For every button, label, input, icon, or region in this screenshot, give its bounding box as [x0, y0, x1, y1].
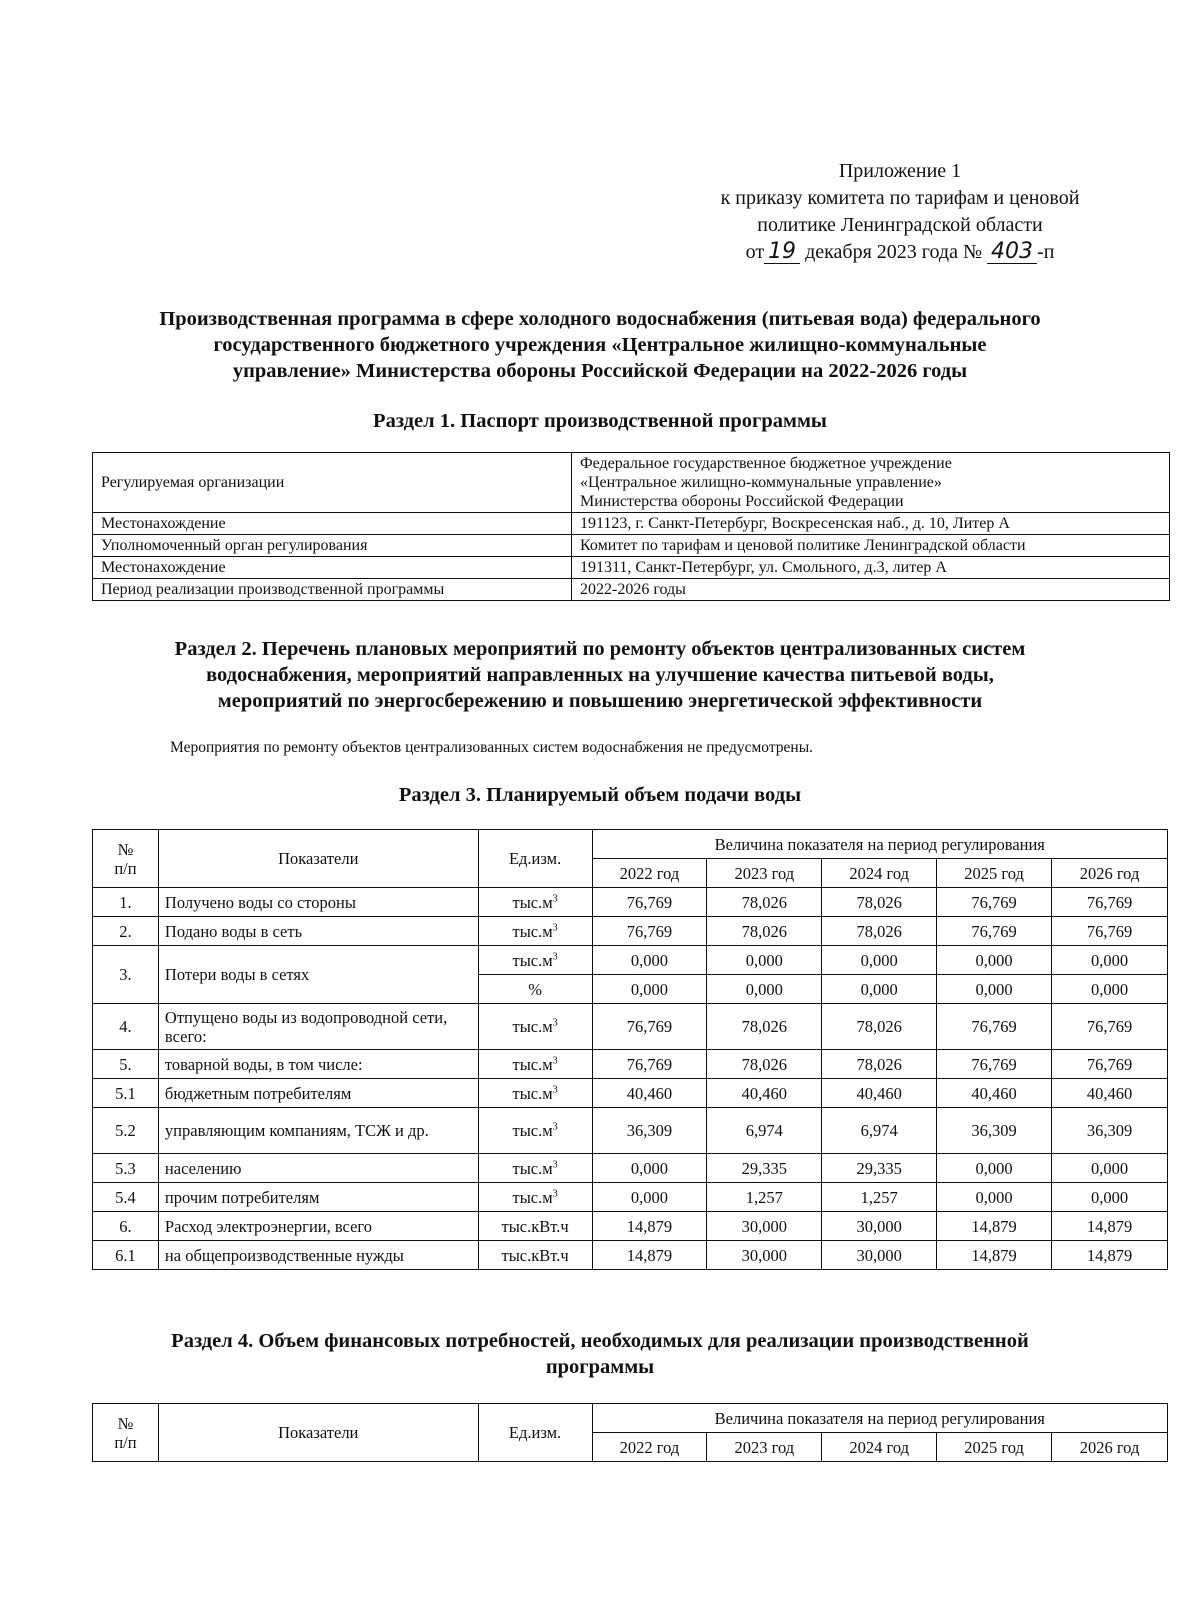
row-name: населению: [158, 1154, 478, 1183]
row-name: бюджетным потребителям: [158, 1079, 478, 1108]
table-row: [93, 946, 1168, 975]
row-value: 0,000: [1052, 1154, 1168, 1183]
row-value: 76,769: [937, 917, 1052, 946]
row-value: 36,309: [1052, 1108, 1168, 1154]
passport-row: [93, 557, 1170, 579]
row-value: 0,000: [937, 1154, 1052, 1183]
row-value: 0,000: [707, 946, 822, 975]
row-unit-percent: %: [478, 975, 592, 1004]
row-unit: [478, 1004, 592, 1050]
year-header: 2026 год: [1052, 1433, 1168, 1462]
row-num: 5.4: [93, 1183, 159, 1212]
row-value: 78,026: [707, 888, 822, 917]
financial-needs-table: [92, 1403, 1168, 1462]
row-unit: [478, 917, 592, 946]
row-value: 6,974: [707, 1108, 822, 1154]
col-indicator-header: Показатели: [158, 1404, 478, 1462]
passport-value: 2022-2026 годы: [572, 579, 1170, 601]
row-value: 29,335: [707, 1154, 822, 1183]
unit-text: тыс.м: [512, 1054, 553, 1074]
org-name-line3: Министерства обороны Российской Федерации: [580, 493, 904, 510]
row-num: 5.: [93, 1050, 159, 1079]
unit-power: 3: [552, 1055, 558, 1066]
col-unit-header: Ед.изм.: [478, 830, 592, 888]
section3-heading: Раздел 3. Планируемый объем подачи воды: [398, 784, 802, 806]
row-value: 1,257: [822, 1183, 937, 1212]
passport-value: 191123, г. Санкт-Петербург, Воскресенская наб., д. 10, Литер А: [572, 513, 1170, 535]
row-name: Подано воды в сеть: [158, 917, 478, 946]
annex-date-line: [680, 239, 1120, 266]
row-unit: [478, 946, 592, 975]
handwritten-day: 19: [764, 241, 800, 264]
num-header-line2: п/п: [114, 858, 137, 878]
title-line2: государственного бюджетного учреждения «Центральное жилищно-коммунальные: [213, 334, 987, 356]
row-value: 78,026: [707, 1050, 822, 1079]
row-unit: [478, 1108, 592, 1154]
row-unit: [478, 1154, 592, 1183]
section1-heading: Раздел 1. Паспорт производственной программы: [373, 410, 827, 432]
row-name: Получено воды со стороны: [158, 888, 478, 917]
table-row: [93, 1108, 1168, 1154]
row-unit-kwh: тыс.кВт.ч: [478, 1212, 592, 1241]
row-name: на общепроизводственные нужды: [158, 1241, 478, 1270]
row-value: 40,460: [1052, 1079, 1168, 1108]
water-volume-table: [92, 829, 1168, 1270]
section4-heading-line2: программы: [545, 1356, 655, 1378]
unit-power: 3: [552, 893, 558, 904]
row-num: 6.1: [93, 1241, 159, 1270]
row-value: 0,000: [937, 975, 1052, 1004]
unit-power: 3: [552, 1188, 558, 1199]
title-line3: управление» Министерства обороны Российской Федерации на 2022-2026 годы: [232, 360, 968, 382]
row-value: 29,335: [822, 1154, 937, 1183]
row-value: 0,000: [592, 1154, 707, 1183]
passport-label: Регулируемая организации: [93, 453, 572, 513]
unit-text: тыс.м: [512, 1158, 553, 1178]
row-value: 40,460: [707, 1079, 822, 1108]
row-unit: [478, 1079, 592, 1108]
document-title: [100, 306, 1100, 384]
row-value: 0,000: [937, 946, 1052, 975]
date-prefix: от: [745, 241, 765, 263]
table-row: [93, 1079, 1168, 1108]
passport-label: Уполномоченный орган регулирования: [93, 535, 572, 557]
row-value: 1,257: [707, 1183, 822, 1212]
unit-text: тыс.м: [512, 1187, 553, 1207]
passport-label: Местонахождение: [93, 557, 572, 579]
row-value: 76,769: [1052, 1050, 1168, 1079]
passport-table: [92, 452, 1170, 601]
row-value: 78,026: [707, 917, 822, 946]
row-value: 78,026: [822, 917, 937, 946]
year-header: 2022 год: [592, 1433, 707, 1462]
year-header: 2025 год: [937, 859, 1052, 888]
unit-text: тыс.м: [512, 1121, 553, 1140]
row-num: 5.1: [93, 1079, 159, 1108]
row-value: 0,000: [1052, 1183, 1168, 1212]
row-value: 14,879: [1052, 1212, 1168, 1241]
row-value: 40,460: [937, 1079, 1052, 1108]
passport-value: Комитет по тарифам и ценовой политике Ленинградской области: [572, 535, 1170, 557]
passport-label: Период реализации производственной программы: [93, 579, 572, 601]
section4-heading: [100, 1328, 1100, 1380]
num-header-line2: п/п: [114, 1432, 137, 1452]
table-row: [93, 1212, 1168, 1241]
unit-text: тыс.м: [512, 1017, 553, 1036]
row-value: 30,000: [822, 1241, 937, 1270]
passport-row: [93, 453, 1170, 513]
row-value: 0,000: [1052, 946, 1168, 975]
section2-heading: [100, 636, 1100, 714]
row-value: 76,769: [592, 888, 707, 917]
row-value: 78,026: [822, 1050, 937, 1079]
annex-line1: Приложение 1: [838, 160, 962, 182]
year-header: 2026 год: [1052, 859, 1168, 888]
passport-row: [93, 513, 1170, 535]
title-line1: Производственная программа в сфере холодного водоснабжения (питьевая вода) федерального: [159, 308, 1041, 330]
row-num: 2.: [93, 917, 159, 946]
order-suffix: -п: [1037, 241, 1055, 263]
section2-heading-line3: мероприятий по энергосбережению и повышению энергетической эффективности: [217, 690, 983, 712]
col-indicator-header: Показатели: [158, 830, 478, 888]
row-value: 76,769: [1052, 917, 1168, 946]
unit-text: тыс.м: [512, 921, 553, 941]
col-num-header: [93, 830, 159, 888]
year-header: 2023 год: [707, 859, 822, 888]
row-unit: [478, 888, 592, 917]
table-row: [93, 1241, 1168, 1270]
row-value: 0,000: [1052, 975, 1168, 1004]
row-value: 36,309: [937, 1108, 1052, 1154]
table-row: [93, 917, 1168, 946]
row-num: 4.: [93, 1004, 159, 1050]
year-header: 2023 год: [707, 1433, 822, 1462]
section2-note: Мероприятия по ремонту объектов централизованных систем водоснабжения не предусмотрены.: [170, 739, 813, 756]
year-header: 2024 год: [822, 859, 937, 888]
unit-power: 3: [552, 951, 558, 962]
row-value: 76,769: [592, 917, 707, 946]
col-period-header: Величина показателя на период регулирования: [592, 830, 1167, 859]
row-value: 76,769: [592, 1050, 707, 1079]
unit-power: 3: [552, 1159, 558, 1170]
row-value: 76,769: [937, 888, 1052, 917]
section2-heading-line2: водоснабжения, мероприятий направленных на улучшение качества питьевой воды,: [206, 664, 994, 686]
row-value: 76,769: [592, 1004, 707, 1050]
table-row: [93, 1004, 1168, 1050]
row-name: прочим потребителям: [158, 1183, 478, 1212]
row-value: 0,000: [822, 946, 937, 975]
row-value: 0,000: [592, 1183, 707, 1212]
table-row: [93, 1183, 1168, 1212]
row-name: управляющим компаниям, ТСЖ и др.: [158, 1108, 478, 1154]
col-unit-header: Ед.изм.: [478, 1404, 592, 1462]
row-value: 78,026: [822, 1004, 937, 1050]
row-value: 0,000: [592, 946, 707, 975]
row-value: 0,000: [707, 975, 822, 1004]
year-header: 2024 год: [822, 1433, 937, 1462]
col-period-header: Величина показателя на период регулирования: [592, 1404, 1168, 1433]
table-row: [93, 1050, 1168, 1079]
row-value: 40,460: [592, 1079, 707, 1108]
handwritten-order-number: 403: [987, 241, 1037, 264]
row-value: 30,000: [707, 1241, 822, 1270]
row-value: 14,879: [592, 1212, 707, 1241]
row-name: товарной воды, в том числе:: [158, 1050, 478, 1079]
row-name: Потери воды в сетях: [158, 946, 478, 1004]
table-header-row: [93, 1404, 1168, 1433]
table-header-row: [93, 830, 1168, 859]
section4-heading-line1: Раздел 4. Объем финансовых потребностей, необходимых для реализации производственной: [171, 1330, 1029, 1352]
unit-power: 3: [552, 1017, 558, 1029]
row-name: Расход электроэнергии, всего: [158, 1212, 478, 1241]
unit-text: тыс.м: [512, 892, 553, 912]
row-value: 14,879: [937, 1212, 1052, 1241]
col-num-header: [93, 1404, 159, 1462]
annex-block: [680, 158, 1120, 266]
row-value: 0,000: [822, 975, 937, 1004]
annex-line2: к приказу комитета по тарифам и ценовой: [720, 187, 1080, 209]
passport-value: [572, 453, 1170, 513]
annex-line3: политике Ленинградской области: [757, 214, 1043, 236]
section2-heading-line1: Раздел 2. Перечень плановых мероприятий по ремонту объектов централизованных систем: [174, 638, 1026, 660]
passport-row: [93, 535, 1170, 557]
passport-value: 191311, Санкт-Петербург, ул. Смольного, д.3, литер А: [572, 557, 1170, 579]
org-name-line2: «Центральное жилищно-коммунальные управление»: [580, 474, 942, 491]
row-unit-kwh: тыс.кВт.ч: [478, 1241, 592, 1270]
unit-power: 3: [552, 922, 558, 933]
row-value: 36,309: [592, 1108, 707, 1154]
row-unit: [478, 1050, 592, 1079]
passport-label: Местонахождение: [93, 513, 572, 535]
unit-power: 3: [552, 1084, 558, 1095]
row-num: 1.: [93, 888, 159, 917]
row-value: 76,769: [937, 1050, 1052, 1079]
year-header: 2022 год: [592, 859, 707, 888]
row-value: 0,000: [592, 975, 707, 1004]
date-middle: декабря 2023 года №: [805, 241, 983, 263]
row-value: 14,879: [592, 1241, 707, 1270]
row-unit: [478, 1183, 592, 1212]
row-value: 78,026: [822, 888, 937, 917]
row-value: 76,769: [1052, 1004, 1168, 1050]
row-name: Отпущено воды из водопроводной сети, всего:: [158, 1004, 478, 1050]
row-value: 78,026: [707, 1004, 822, 1050]
row-value: 76,769: [1052, 888, 1168, 917]
row-value: 0,000: [937, 1183, 1052, 1212]
row-value: 30,000: [822, 1212, 937, 1241]
passport-row: [93, 579, 1170, 601]
row-num: 5.2: [93, 1108, 159, 1154]
row-value: 40,460: [822, 1079, 937, 1108]
table-row: [93, 888, 1168, 917]
num-header-line1: №: [117, 839, 134, 859]
row-value: 30,000: [707, 1212, 822, 1241]
row-num: 6.: [93, 1212, 159, 1241]
row-num: 3.: [93, 946, 159, 1004]
num-header-line1: №: [117, 1413, 134, 1433]
row-value: 76,769: [937, 1004, 1052, 1050]
table-row: [93, 1154, 1168, 1183]
unit-text: тыс.м: [512, 1083, 553, 1103]
org-name-line1: Федеральное государственное бюджетное учреждение: [580, 455, 952, 472]
year-header: 2025 год: [937, 1433, 1052, 1462]
row-value: 14,879: [1052, 1241, 1168, 1270]
row-value: 14,879: [937, 1241, 1052, 1270]
row-value: 6,974: [822, 1108, 937, 1154]
row-num: 5.3: [93, 1154, 159, 1183]
unit-text: тыс.м: [512, 950, 553, 970]
unit-power: 3: [552, 1121, 558, 1133]
